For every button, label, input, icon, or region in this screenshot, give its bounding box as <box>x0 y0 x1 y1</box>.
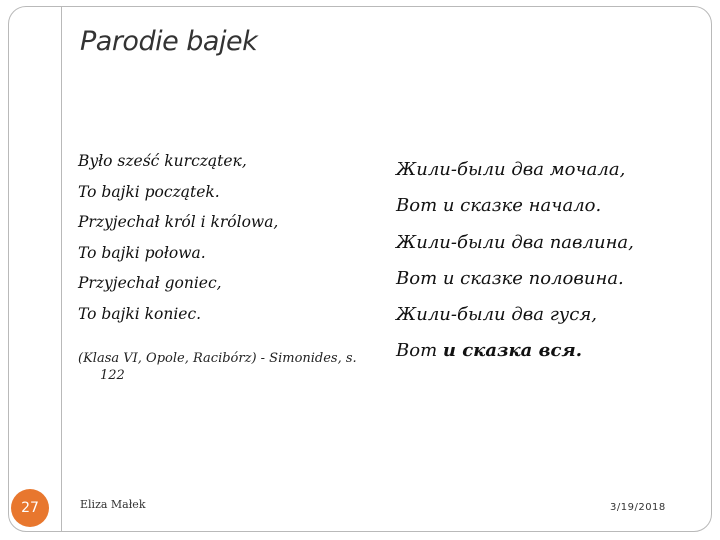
poem-line: Жили-были два павлина, <box>396 231 634 253</box>
poem-line: Przyjechał król i królowa, <box>78 213 279 231</box>
poem-line: Вот и сказке половина. <box>396 267 624 289</box>
poem-line-last <box>396 333 696 369</box>
poem-line: Жили-были два мочала, <box>396 159 626 180</box>
poem-line-bold: и сказка вся. <box>442 340 582 362</box>
poem-line: Вот и сказке начало. <box>396 195 602 217</box>
footer-date: 3/19/2018 <box>610 502 666 513</box>
sidebar-divider <box>61 6 62 532</box>
slide-title: Parodie bajek <box>80 26 258 57</box>
source-citation <box>78 350 378 384</box>
footer-author: Eliza Małek <box>80 498 146 511</box>
russian-poem <box>396 152 696 370</box>
poem-line-start: Вот <box>396 340 443 362</box>
source-citation-line1: (Klasa VI, Opole, Racibórz) - Simonides, s. <box>78 351 357 366</box>
source-citation-line2: 122 <box>100 368 125 383</box>
poem-line: Było sześć kurcząteк, <box>78 152 247 170</box>
poem-line: To bajki połowa. <box>78 243 206 262</box>
page-number-badge: 27 <box>11 489 49 527</box>
polish-poem <box>78 146 378 329</box>
poem-line: To bajki początek. <box>78 182 220 201</box>
poem-line: Жили-были два гуся, <box>396 304 597 326</box>
poem-line: To bajki koniec. <box>78 304 202 323</box>
poem-line: Przyjechał goniec, <box>78 274 222 292</box>
